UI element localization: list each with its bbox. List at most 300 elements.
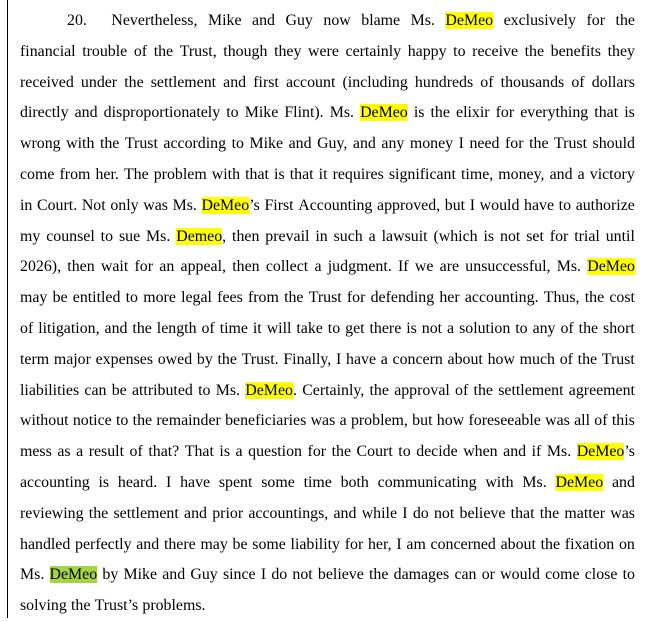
word: on	[618, 535, 635, 553]
word: with	[485, 473, 514, 491]
highlight-mark: DeMeo	[360, 104, 408, 122]
word: may	[20, 289, 48, 307]
word: to	[398, 443, 411, 461]
word: take	[296, 319, 323, 337]
word: Mike	[123, 566, 158, 584]
word: with	[211, 165, 241, 183]
word: Trust	[554, 135, 588, 153]
word: owed	[157, 350, 193, 368]
word: reviewing	[20, 504, 84, 522]
word: decide	[416, 443, 458, 461]
word: any	[381, 135, 405, 153]
word: to	[231, 135, 244, 153]
text-line	[20, 252, 635, 283]
word: when	[463, 443, 498, 461]
word: to	[115, 412, 129, 430]
word: but	[444, 196, 466, 214]
word: of	[20, 319, 34, 337]
word: Mike	[249, 135, 284, 153]
word: is	[483, 227, 495, 245]
word: approved,	[377, 196, 441, 214]
word: term	[20, 350, 50, 368]
highlight-mark: DeMeo	[201, 196, 250, 214]
word: elixir	[456, 104, 490, 122]
word: Guy,	[317, 135, 348, 153]
text-line	[20, 499, 635, 530]
word: a	[314, 258, 322, 276]
word: Court	[356, 443, 393, 461]
word: Not	[81, 196, 106, 214]
word: a	[380, 350, 388, 368]
word: cost	[609, 289, 635, 307]
word: any	[532, 319, 556, 337]
word: Guy	[285, 12, 313, 29]
word: then	[232, 258, 260, 276]
word: should	[592, 135, 635, 153]
word: the	[584, 289, 605, 307]
word: solving	[20, 597, 67, 615]
word: can	[84, 381, 107, 399]
word: agreement	[568, 381, 635, 399]
word: entitled	[72, 289, 121, 307]
word: I	[469, 196, 476, 214]
word: Trust,	[179, 42, 217, 60]
word: from	[247, 289, 279, 307]
word: I	[402, 504, 408, 522]
word: be	[52, 289, 68, 307]
word: Accounting	[298, 196, 373, 214]
highlighted-name	[555, 468, 603, 499]
word: accounting.	[464, 289, 539, 307]
word: an	[159, 258, 175, 276]
word: benefits	[550, 42, 601, 60]
word: that?	[148, 443, 180, 461]
word: my	[20, 227, 41, 245]
word: fixation	[564, 535, 615, 553]
highlighted-name	[50, 560, 98, 591]
word: of	[560, 319, 574, 337]
word: do	[271, 566, 288, 584]
word: the	[615, 12, 635, 29]
left-margin-rule	[7, 0, 8, 618]
word: as	[57, 443, 71, 461]
word: under	[80, 73, 118, 91]
word: liability	[290, 535, 340, 553]
word: time,	[461, 165, 494, 183]
word: concerned	[430, 535, 496, 553]
word: Court.	[37, 196, 78, 214]
text-line	[20, 98, 635, 129]
word: the	[473, 381, 493, 399]
word: such	[333, 227, 363, 245]
word: fees	[217, 289, 243, 307]
word: Ms.	[20, 566, 45, 584]
word: and	[136, 535, 160, 553]
word: more	[143, 289, 176, 307]
word: I	[458, 135, 464, 153]
word: would	[479, 196, 520, 214]
highlighted-name: DeMeo.	[245, 381, 297, 399]
highlighted-name: DeMeo’s	[201, 196, 260, 214]
word: Nevertheless,	[111, 12, 198, 29]
word: spent	[218, 473, 253, 491]
word: blame	[361, 12, 401, 29]
word: problem	[153, 165, 207, 183]
word: the	[88, 504, 109, 522]
word: the	[430, 104, 450, 122]
word: problem,	[350, 412, 408, 430]
word: her.	[95, 165, 119, 183]
word: I	[396, 535, 402, 553]
word: they	[607, 42, 635, 60]
word: everything	[520, 104, 589, 122]
word: of	[480, 73, 494, 91]
word: to	[622, 566, 635, 584]
highlighted-name	[360, 98, 408, 129]
text-line	[20, 376, 635, 407]
text-line	[20, 68, 635, 99]
word: of	[571, 73, 585, 91]
word: The	[123, 165, 149, 183]
word: is	[274, 165, 285, 183]
word: the	[529, 135, 549, 153]
word: Thus,	[543, 289, 580, 307]
word: the	[539, 504, 560, 522]
word: was	[143, 196, 168, 214]
word: and	[352, 135, 376, 153]
word: without	[20, 412, 69, 430]
word: is	[624, 104, 635, 122]
word: is	[413, 104, 425, 122]
word: the	[524, 42, 545, 60]
word: exclusively	[503, 12, 576, 29]
word: and	[333, 504, 357, 522]
word: the	[284, 289, 304, 307]
word: to	[226, 104, 239, 122]
word: Guy	[190, 566, 218, 584]
word: though	[223, 42, 268, 60]
word: expenses	[95, 350, 154, 368]
text-line	[20, 345, 635, 376]
word: heard.	[117, 473, 158, 491]
word: by	[102, 566, 119, 584]
word: have	[346, 350, 377, 368]
word: believe	[459, 504, 506, 522]
word: result	[88, 443, 125, 461]
word: significant	[388, 165, 456, 183]
text-line	[20, 160, 635, 191]
text-line	[20, 222, 635, 253]
word: and	[184, 504, 207, 522]
word: there	[163, 535, 196, 553]
word: for	[344, 535, 364, 553]
word: wrong	[20, 135, 61, 153]
word: the	[132, 412, 153, 430]
highlight-mark: Demeo	[176, 227, 223, 245]
highlight-mark: DeMeo	[576, 443, 625, 461]
word: question	[248, 443, 302, 461]
word: not	[292, 566, 313, 584]
word: all	[574, 412, 590, 430]
word: accounting	[20, 473, 90, 491]
word: for	[495, 104, 515, 122]
word: (including	[342, 73, 408, 91]
word: of	[594, 412, 608, 430]
word: can	[454, 566, 477, 584]
word: is	[406, 319, 417, 337]
word: have	[524, 196, 555, 214]
word: that	[289, 165, 314, 183]
word: Trust’s	[94, 597, 139, 615]
word: would	[500, 566, 540, 584]
word: about	[447, 350, 483, 368]
word: they	[274, 42, 302, 60]
word: disproportionately	[103, 104, 221, 122]
word: the	[369, 566, 389, 584]
word: appeal,	[180, 258, 226, 276]
word: it	[318, 165, 328, 183]
word: for	[346, 289, 366, 307]
word: there	[369, 319, 402, 337]
word: come	[545, 566, 580, 584]
word: if	[531, 443, 542, 461]
word: problems.	[142, 597, 206, 615]
word: now	[323, 12, 351, 29]
word: a	[76, 443, 84, 461]
word: of	[455, 381, 469, 399]
word: the	[70, 597, 91, 615]
word: Ms.	[172, 196, 197, 214]
word: Mike	[244, 104, 279, 122]
word: lawsuit	[381, 227, 428, 245]
word: close	[584, 566, 618, 584]
word: Ms.	[410, 12, 435, 29]
word: for	[307, 443, 327, 461]
word: Trust	[308, 289, 342, 307]
word: for	[586, 12, 606, 29]
word: we	[414, 258, 434, 276]
word: believe	[317, 566, 364, 584]
word: the	[578, 319, 599, 337]
word: some	[252, 535, 286, 553]
word: collect	[265, 258, 309, 276]
word: be	[111, 381, 127, 399]
word: the	[577, 350, 598, 368]
word: come	[20, 165, 55, 183]
word: a	[235, 443, 243, 461]
word: settlement	[150, 73, 217, 91]
word: That	[184, 443, 214, 461]
text-line	[20, 560, 635, 591]
word: trial	[574, 227, 600, 245]
word: to	[198, 381, 211, 399]
text-line	[20, 6, 635, 37]
word: need	[469, 135, 500, 153]
highlighted-name	[445, 6, 493, 37]
word: prior	[212, 504, 244, 522]
word: with	[66, 135, 95, 153]
word: is	[219, 443, 231, 461]
word: wait	[100, 258, 129, 276]
word: Ms.	[546, 443, 572, 461]
word: and	[252, 12, 275, 29]
word: length	[156, 319, 197, 337]
text-line	[20, 283, 635, 314]
word: beneficiaries	[225, 412, 307, 430]
word: to	[327, 319, 341, 337]
highlighted-name	[587, 252, 635, 283]
word: only	[110, 196, 139, 214]
word: much	[519, 350, 555, 368]
word: be	[232, 535, 248, 553]
word: then	[232, 227, 260, 245]
word: Trust	[124, 135, 158, 153]
paragraph-number: 20.	[67, 12, 87, 29]
word: the	[153, 42, 174, 60]
highlighted-name: DeMeo’s	[576, 443, 635, 461]
word: liabilities	[20, 381, 80, 399]
word: and	[549, 165, 573, 183]
word: will	[266, 319, 292, 337]
word: concern	[392, 350, 443, 368]
word: by	[196, 350, 213, 368]
word: Mike	[207, 12, 242, 29]
word: Ms.	[556, 258, 582, 276]
word: to	[515, 319, 528, 337]
word: of	[129, 443, 143, 461]
word: matter	[564, 504, 606, 522]
word: some	[261, 473, 295, 491]
word: remainder	[156, 412, 221, 430]
word: and	[74, 104, 98, 122]
word: since	[222, 566, 256, 584]
word: was	[610, 504, 635, 522]
text-line	[20, 314, 635, 345]
text-line	[20, 129, 635, 160]
word: communicating	[377, 473, 477, 491]
word: money,	[498, 165, 545, 183]
word: her,	[367, 535, 392, 553]
word: notice	[72, 412, 112, 430]
word: set	[526, 227, 544, 245]
text-line	[20, 406, 635, 437]
word: the	[217, 350, 237, 368]
word: requires	[332, 165, 384, 183]
word: 2026),	[20, 258, 62, 276]
word: unsuccessful,	[465, 258, 551, 276]
word: certainly	[345, 42, 402, 60]
word: I	[165, 473, 172, 491]
word: victory	[589, 165, 635, 183]
word: was	[545, 412, 570, 430]
word: were	[308, 42, 339, 60]
word: Ms.	[522, 473, 547, 491]
paragraph-20	[20, 6, 635, 622]
word: have	[180, 473, 211, 491]
word: or	[481, 566, 495, 584]
word: it	[252, 319, 262, 337]
word: to	[100, 227, 114, 245]
word: legal	[181, 289, 212, 307]
word: are	[439, 258, 460, 276]
word: her	[439, 289, 460, 307]
word: mess	[20, 443, 52, 461]
word: this	[611, 412, 635, 430]
word: the	[369, 381, 389, 399]
word: thousands	[500, 73, 565, 91]
word: that	[594, 104, 619, 122]
word: prevail	[265, 227, 310, 245]
word: trouble	[82, 42, 128, 60]
word: how	[436, 412, 465, 430]
text-line	[20, 37, 635, 68]
word: am	[406, 535, 426, 553]
word: the	[132, 319, 152, 337]
word: to	[558, 196, 572, 214]
word: and	[611, 473, 635, 491]
word: Finally,	[283, 350, 332, 368]
word: not	[433, 504, 455, 522]
word: attributed	[131, 381, 193, 399]
word: for	[549, 227, 569, 245]
text-line	[20, 468, 635, 499]
word: Flint).	[284, 104, 324, 122]
word: first	[253, 73, 279, 91]
word: approval	[394, 381, 450, 399]
word: get	[345, 319, 365, 337]
highlight-mark: DeMeo	[445, 12, 494, 29]
word: a	[339, 412, 347, 430]
word: but	[412, 412, 433, 430]
word: both	[340, 473, 369, 491]
word: according	[163, 135, 227, 153]
word: hundreds	[414, 73, 474, 91]
word: is	[98, 473, 110, 491]
word: while	[361, 504, 398, 522]
word: was	[310, 412, 336, 430]
word: in	[20, 196, 33, 214]
highlight-mark: DeMeo	[555, 473, 604, 491]
word: account	[285, 73, 336, 91]
word: a	[447, 319, 455, 337]
word: First	[264, 196, 294, 214]
word: dollars	[591, 73, 635, 91]
highlighted-name: Demeo,	[176, 227, 227, 245]
highlight-mark: DeMeo	[245, 381, 293, 399]
word: major	[53, 350, 91, 368]
word: authorize	[575, 196, 635, 214]
word: about	[500, 535, 536, 553]
word: until	[605, 227, 635, 245]
word: short	[603, 319, 635, 337]
word: settlement	[498, 381, 564, 399]
text-line	[20, 437, 635, 468]
word: a	[368, 227, 376, 245]
word: not	[500, 227, 521, 245]
word: damages	[393, 566, 450, 584]
word: and	[162, 566, 186, 584]
text-line	[20, 591, 635, 622]
word: and	[223, 73, 247, 91]
word: not	[421, 319, 443, 337]
word: that	[510, 504, 535, 522]
word: settlement	[113, 504, 179, 522]
word: accountings,	[248, 504, 329, 522]
word: for	[505, 135, 524, 153]
word: (which	[433, 227, 478, 245]
word: money	[409, 135, 454, 153]
word: counsel	[46, 227, 95, 245]
